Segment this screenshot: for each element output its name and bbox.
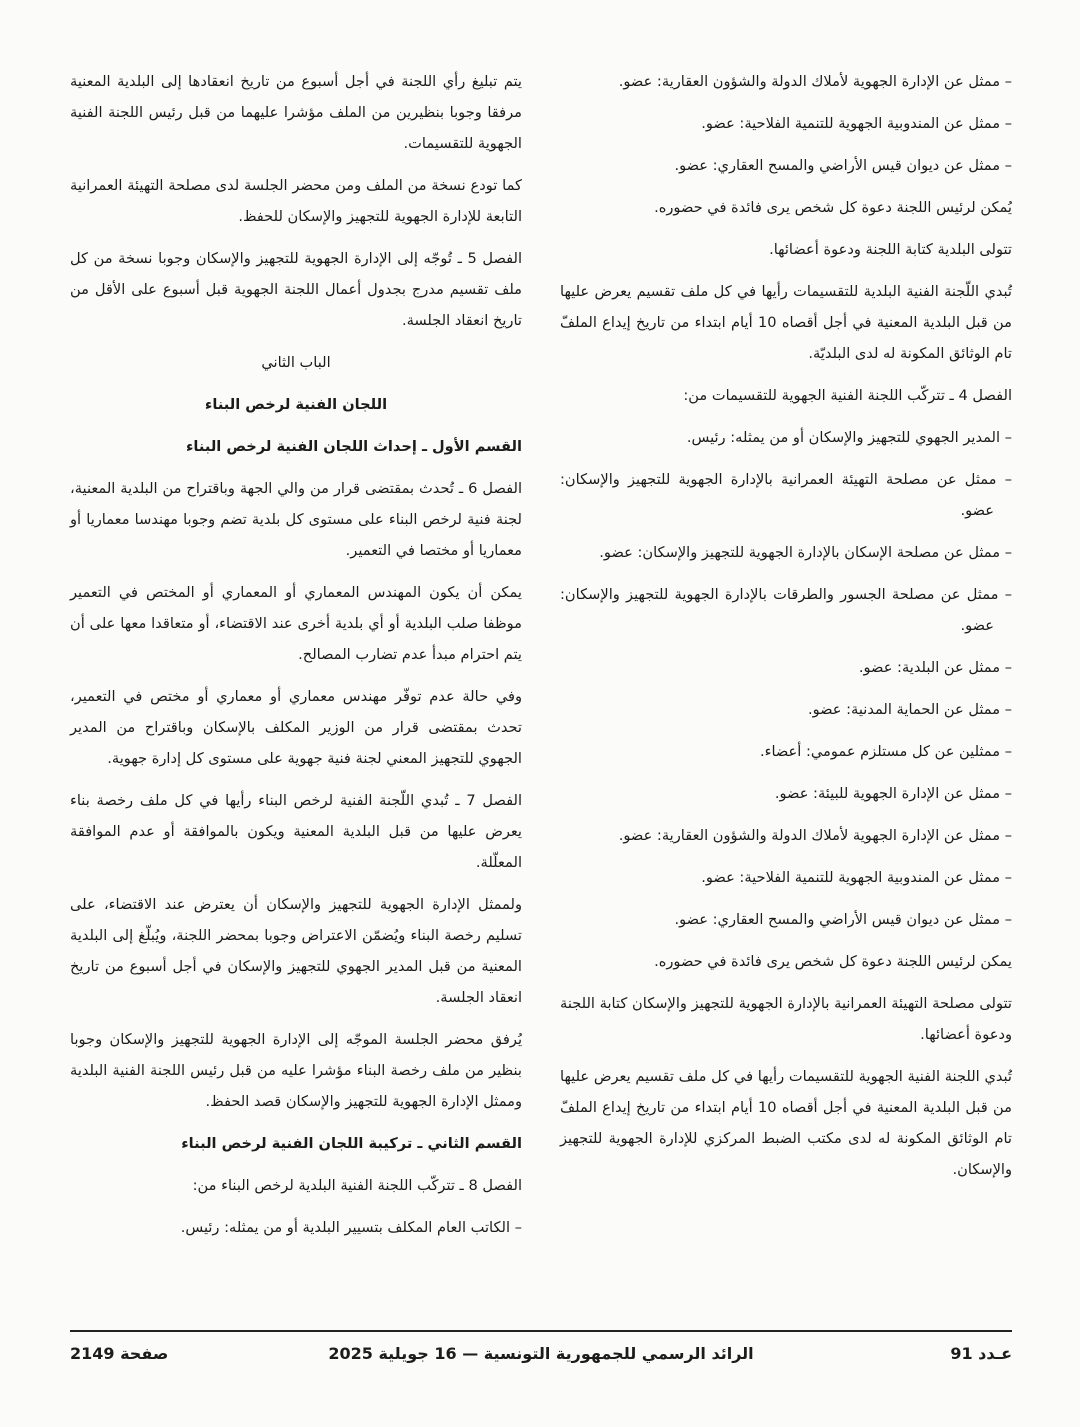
list-item: – ممثلين عن كل مستلزم عمومي: أعضاء.: [759, 743, 1012, 760]
list-item: – ممثل عن مصلحة الإسكان بالإدارة الجهوية للتجهيز والإسكان: عضو.: [599, 544, 1012, 561]
list-item: – المدير الجهوي للتجهيز والإسكان أو من يمثله: رئيس.: [686, 429, 1012, 446]
paragraph: يمكن لرئيس اللجنة دعوة كل شخص يرى فائدة في حضوره.: [654, 953, 1012, 970]
list-item: – ممثل عن الإدارة الجهوية للبيئة: عضو.: [774, 785, 1012, 802]
paragraph: الفصل 7 ـ تُبدي اللّجنة الفنية لرخص البناء رأيها في كل ملف رخصة بناء يعرض عليها من قبل البلدية المعنية ويكون بالموافقة أو عدم الموافقة المعلّلة.: [70, 792, 523, 871]
paragraph: كما تودع نسخة من الملف ومن محضر الجلسة لدى مصلحة التهيئة العمرانية التابعة للإدارة الجهوية للتجهيز والإسكان للحفظ.: [70, 177, 522, 225]
list-item: – ممثل عن الإدارة الجهوية لأملاك الدولة والشؤون العقارية: عضو.: [618, 73, 1012, 90]
paragraph: اللجان الفنية لرخص البناء: [204, 396, 388, 413]
journal-title-date: الرائد الرسمي للجمهورية التونسية — 16 جويلية 2025: [328, 1344, 754, 1363]
paragraph: يتم تبليغ رأي اللجنة في أجل أسبوع من تاريخ انعقادها إلى البلدية المعنية مرفقا وجوبا بنظيرين من الملف مؤشرا عليهما من قبل رئيس اللجنة الفنية الجهوية للتقسيمات.: [70, 73, 522, 152]
list-item: – ممثل عن المندوبية الجهوية للتنمية الفلاحية: عضو.: [701, 115, 1012, 132]
list-item: – ممثل عن الحماية المدنية: عضو.: [807, 701, 1012, 718]
list-item: – ممثل عن الإدارة الجهوية لأملاك الدولة والشؤون العقارية: عضو.: [618, 827, 1012, 844]
paragraph: تُبدي اللّجنة الفنية البلدية للتقسيمات رأيها في كل ملف تقسيم يعرض عليها من قبل البلدية المعنية في أجل أقصاه 10 أيام ابتداء من تاريخ إيداع الملفّ تام الوثائق المكونة له لدى البلديّة.: [560, 283, 1012, 362]
page-footer: [70, 1344, 1012, 1374]
paragraph: تُبدي اللجنة الفنية الجهوية للتقسيمات رأيها في كل ملف تقسيم يعرض عليها من قبل البلدية المعنية في أجل أقصاه 10 أيام ابتداء من تاريخ إيداع الملفّ تام الوثائق المكونة له لدى مكتب الضبط المركزي للإدارة الجهوية للتجهيز والإسكان.: [560, 1068, 1012, 1178]
paragraph: ولممثل الإدارة الجهوية للتجهيز والإسكان أن يعترض عند الاقتضاء، على تسليم رخصة البناء ويُضمّن الاعتراض وجوبا بمحضر اللجنة، ويُبلّغ إلى البلدية المعنية من قبل المدير الجهوي للتجهيز والإسكان في أجل أسبوع من تاريخ انعقاد الجلسة.: [70, 896, 522, 1006]
paragraph: الفصل 5 ـ تُوجّه إلى الإدارة الجهوية للتجهيز والإسكان وجوبا نسخة من كل ملف تقسيم مدرج بجدول أعمال اللجنة الجهوية قبل أسبوع على الأقل من تاريخ انعقاد الجلسة.: [70, 250, 522, 329]
footer-rule: [70, 1330, 1012, 1332]
paragraph: تتولى مصلحة التهيئة العمرانية بالإدارة الجهوية للتجهيز والإسكان كتابة اللجنة ودعوة أعضائها.: [560, 995, 1012, 1043]
left-column: [70, 66, 522, 1254]
paragraph: وفي حالة عدم توفّر مهندس معماري أو معماري أو مختص في التعمير، تحدث بمقتضى قرار من الوزير المكلف بالإسكان وباقتراح من المدير الجهوي للتجهيز المعني لجنة فنية جهوية على مستوى كل إدارة جهوية.: [70, 688, 522, 767]
list-item: – ممثل عن ديوان قيس الأراضي والمسح العقاري: عضو.: [674, 911, 1012, 928]
list-item: – ممثل عن المندوبية الجهوية للتنمية الفلاحية: عضو.: [701, 869, 1012, 886]
paragraph: القسم الأول ـ إحداث اللجان الفنية لرخص البناء: [185, 438, 522, 455]
paragraph: القسم الثاني ـ تركيبة اللجان الفنية لرخص البناء: [181, 1135, 522, 1152]
list-item: – ممثل عن ديوان قيس الأراضي والمسح العقاري: عضو.: [674, 157, 1012, 174]
list-item: – ممثل عن مصلحة الجسور والطرقات بالإدارة الجهوية للتجهيز والإسكان: عضو.: [560, 586, 1012, 634]
list-item: – ممثل عن مصلحة التهيئة العمرانية بالإدارة الجهوية للتجهيز والإسكان: عضو.: [560, 471, 1012, 519]
paragraph: يُرفق محضر الجلسة الموجّه إلى الإدارة الجهوية للتجهيز والإسكان وجوبا بنظير من ملف رخصة البناء مؤشرا عليه من قبل رئيس اللجنة الفنية البلدية وممثل الإدارة الجهوية للتجهيز والإسكان قصد الحفظ.: [70, 1031, 522, 1110]
paragraph: الفصل 6 ـ تُحدث بمقتضى قرار من والي الجهة وباقتراح من البلدية المعنية، لجنة فنية لرخص البناء على مستوى كل بلدية تضم وجوبا مهندسا معماريا أو معماريا أو مختصا في التعمير.: [70, 480, 522, 559]
issue-number: عـدد 91: [950, 1344, 1012, 1363]
page-number: صفحة 2149: [70, 1344, 169, 1363]
paragraph: يُمكن لرئيس اللجنة دعوة كل شخص يرى فائدة في حضوره.: [654, 199, 1012, 216]
list-item: – ممثل عن البلدية: عضو.: [858, 659, 1012, 676]
right-column: [560, 66, 1012, 1196]
paragraph: الباب الثاني: [261, 354, 331, 371]
paragraph: يمكن أن يكون المهندس المعماري أو المعماري أو المختص في التعمير موظفا صلب البلدية أو أي بلدية أخرى عند الاقتضاء، أو متعاقدا معها على أن يتم احترام مبدأ عدم تضارب المصالح.: [70, 584, 522, 663]
paragraph: الفصل 4 ـ تتركّب اللجنة الفنية الجهوية للتقسيمات من:: [683, 387, 1012, 404]
paragraph: تتولى البلدية كتابة اللجنة ودعوة أعضائها.: [769, 241, 1012, 258]
list-item: – الكاتب العام المكلف بتسيير البلدية أو من يمثله: رئيس.: [180, 1219, 522, 1236]
paragraph: الفصل 8 ـ تتركّب اللجنة الفنية البلدية لرخص البناء من:: [192, 1177, 522, 1194]
